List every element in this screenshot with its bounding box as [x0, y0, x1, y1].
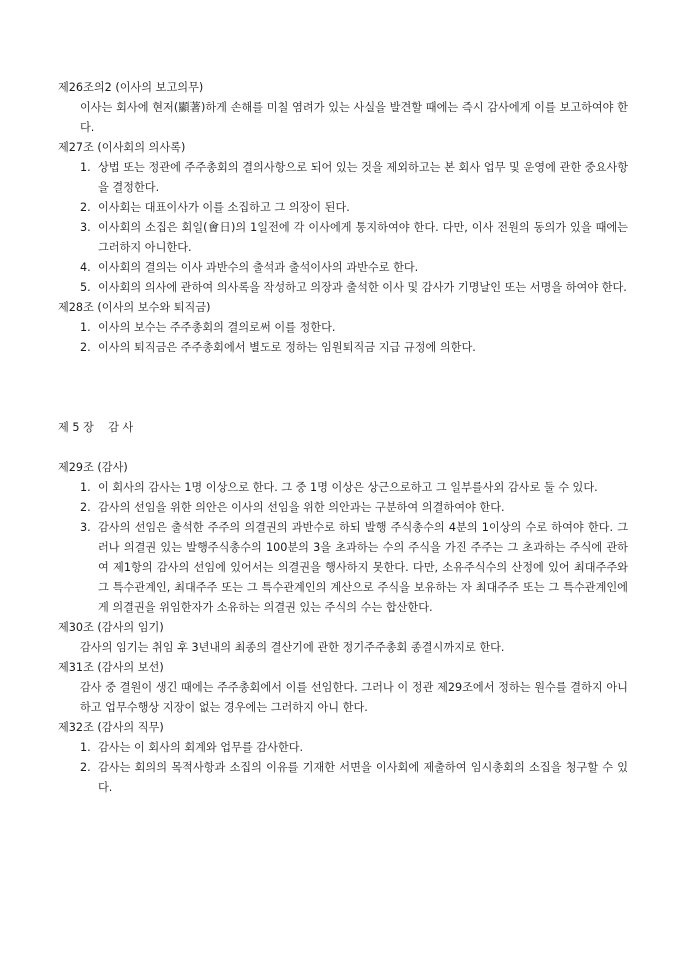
item-number: 1.: [80, 161, 91, 174]
list-item: [58, 518, 628, 618]
list-item: [58, 498, 628, 518]
list-item: [58, 278, 628, 298]
article-29-list: [58, 478, 628, 618]
article-27-list: [58, 158, 628, 298]
item-text: 감사는 회의의 목적사항과 소집의 이유를 기재한 서면을 이사회에 제출하여 임시총회의 소집을 청구할 수 있다.: [98, 761, 628, 794]
section-directors: [58, 78, 628, 358]
item-text: 이사회의 소집은 회일(會日)의 1일전에 각 이사에게 통지하여야 한다. 다만, 이사 전원의 동의가 있을 때에는 그러하지 아니한다.: [98, 221, 628, 254]
item-number: 1.: [80, 741, 91, 754]
chapter-title: 제 5 장 감 사: [58, 421, 134, 434]
article-26-2-text: 이사는 회사에 현저(顯著)하게 손해를 미칠 염려가 있는 사실을 발견할 때에는 즉시 감사에게 이를 보고하여야 한다.: [80, 101, 628, 134]
article-30-title: 제30조 (감사의 임기): [58, 621, 164, 634]
item-text: 이 회사의 감사는 1명 이상으로 한다. 그 중 1명 이상은 상근으로하고 그 일부를사외 감사로 둘 수 있다.: [98, 481, 598, 494]
article-28-title: 제28조 (이사의 보수와 퇴직금): [58, 301, 211, 314]
item-text: 상법 또는 정관에 주주총회의 결의사항으로 되어 있는 것을 제외하고는 본 회사 업무 및 운영에 관한 중요사항을 결정한다.: [98, 161, 628, 194]
item-number: 2.: [80, 501, 91, 514]
article-32-list: [58, 738, 628, 798]
item-text: 감사의 선임을 위한 의안은 이사의 선임을 위한 의안과는 구분하여 의결하여야 한다.: [98, 501, 505, 514]
item-number: 1.: [80, 481, 91, 494]
item-text: 감사의 선임은 출석한 주주의 의결권의 과반수로 하되 발행 주식총수의 4분의 1이상의 수로 하여야 한다. 그러나 의결권 있는 발행주식총수의 100분의 3을 초과하는 수의 주식을 가진 주주는 그 초과하는 주식에 관하여 제1항의 감사의 선임에 있어서는 의결권을 행사하지 못한다. 다만, 소유주식수의 산정에 있어 최대주주와 그 특수관계인, 최대주주 또는 그 특수관계인의 계산으로 주식을 보유하는 자 최대주주 또는 그 특수관계인에게 의결권을 위임한자가 소유하는 의결권 있는 주식의 수는 합산한다.: [98, 521, 628, 614]
item-text: 이사회는 대표이사가 이를 소집하고 그 의장이 된다.: [98, 201, 350, 214]
item-text: 이사회의 의사에 관하여 의사록을 작성하고 의장과 출석한 이사 및 감사가 기명날인 또는 서명을 하여야 한다.: [98, 281, 627, 294]
item-text: 감사는 이 회사의 회계와 업무를 감사한다.: [98, 741, 304, 754]
item-text: 이사회의 결의는 이사 과반수의 출석과 출석이사의 과반수로 한다.: [98, 261, 419, 274]
list-item: [58, 198, 628, 218]
item-text: 이사의 퇴직금은 주주총회에서 별도로 정하는 임원퇴직금 지급 규정에 의한다.: [98, 341, 476, 354]
list-item: [58, 738, 628, 758]
item-number: 2.: [80, 761, 91, 774]
article-30-text: 감사의 임기는 취임 후 3년내의 최종의 결산기에 관한 정기주주총회 종결시까지로 한다.: [80, 641, 505, 654]
list-item: [58, 318, 628, 338]
article-26-2-title: 제26조의2 (이사의 보고의무): [58, 81, 204, 94]
list-item: [58, 478, 628, 498]
article-29-title: 제29조 (감사): [58, 461, 128, 474]
item-number: 4.: [80, 261, 91, 274]
section-chapter-heading: [58, 418, 628, 438]
item-number: 2.: [80, 341, 91, 354]
article-28-list: [58, 318, 628, 358]
list-item: [58, 218, 628, 258]
article-27-title: 제27조 (이사회의 의사록): [58, 141, 186, 154]
list-item: [58, 258, 628, 278]
list-item: [58, 158, 628, 198]
item-text: 이사의 보수는 주주총회의 결의로써 이를 정한다.: [98, 321, 336, 334]
item-number: 3.: [80, 221, 91, 234]
list-item: [58, 338, 628, 358]
item-number: 2.: [80, 201, 91, 214]
article-32-title: 제32조 (감사의 직무): [58, 721, 164, 734]
section-auditors: [58, 458, 628, 798]
item-number: 3.: [80, 521, 91, 534]
article-31-title: 제31조 (감사의 보선): [58, 661, 164, 674]
list-item: [58, 758, 628, 798]
item-number: 1.: [80, 321, 91, 334]
item-number: 5.: [80, 281, 91, 294]
article-31-text: 감사 중 결원이 생긴 때에는 주주총회에서 이를 선임한다. 그러나 이 정관 제29조에서 정하는 원수를 결하지 아니하고 업무수행상 지장이 없는 경우에는 그러하지 아니 한다.: [80, 681, 628, 714]
